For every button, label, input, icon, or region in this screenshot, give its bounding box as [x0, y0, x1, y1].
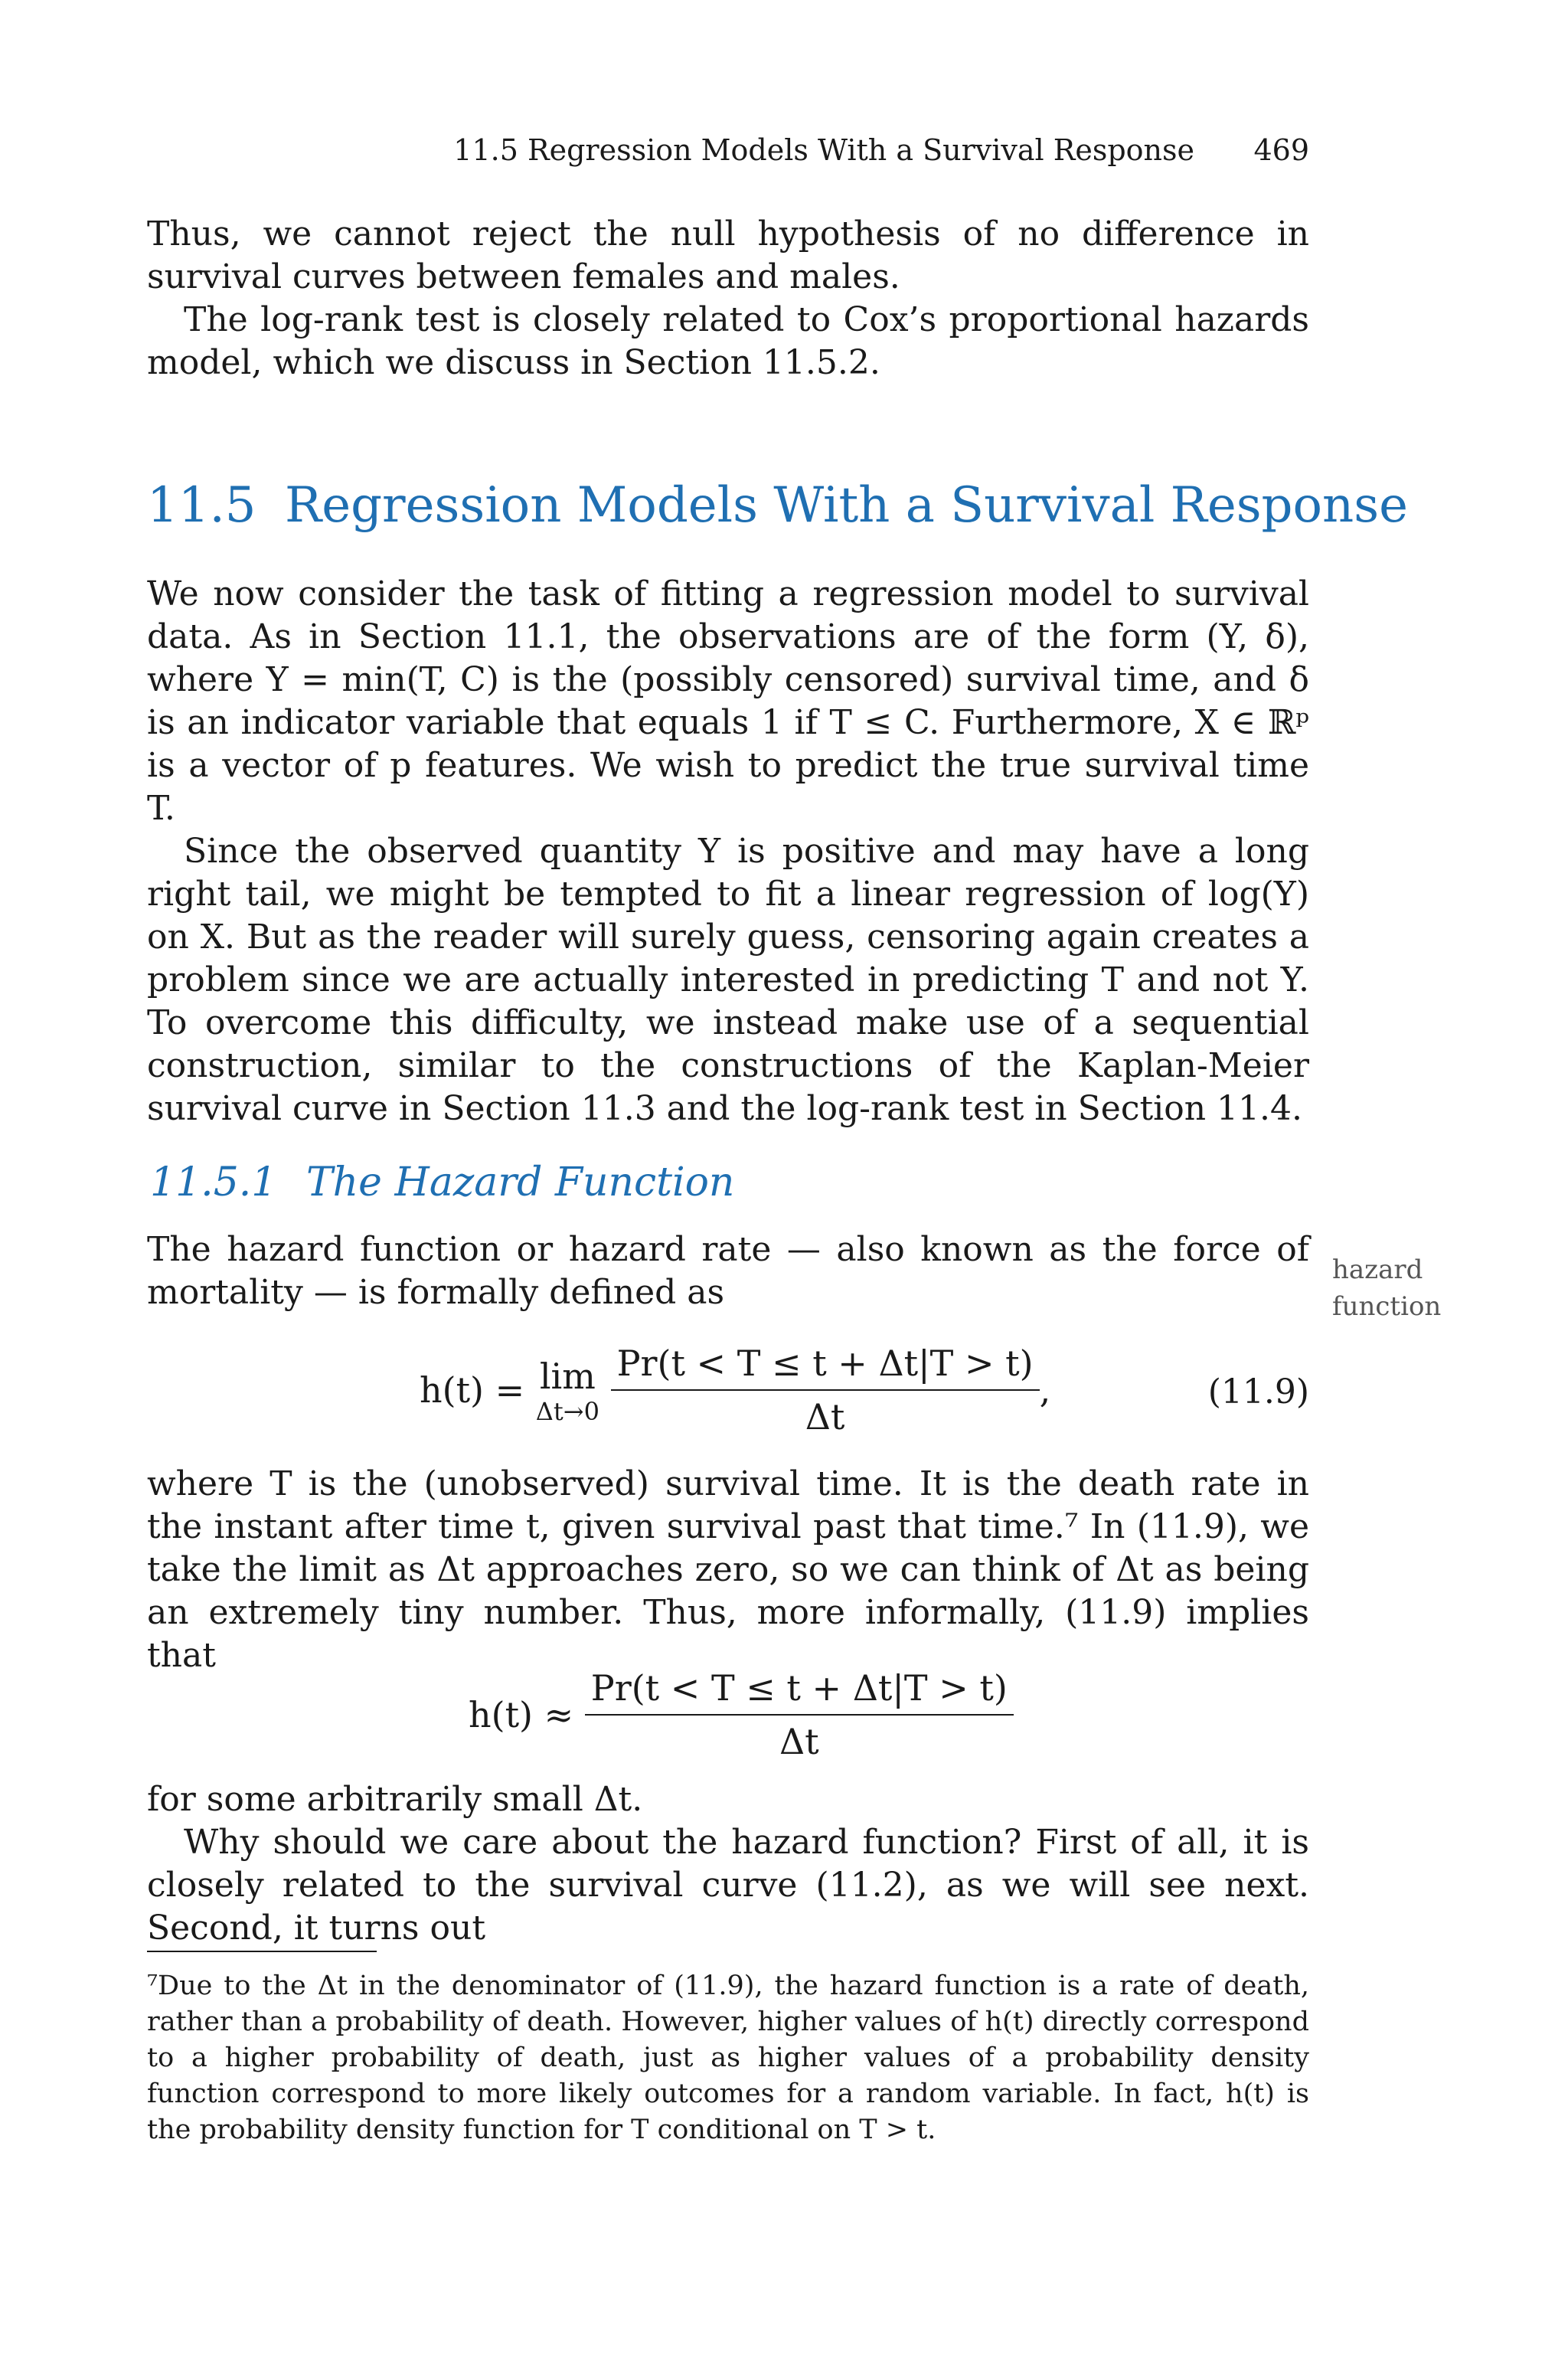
intro-paragraph-2: The log-rank test is closely related to Cox’s proportional hazards model, which we discuss in Section 11.5.2. [147, 300, 1309, 382]
equation-2-lhs: h(t) ≈ [469, 1694, 574, 1735]
subsection-heading [150, 1158, 734, 1207]
equation-1-numerator: Pr(t < T ≤ t + Δt|T > t) [611, 1342, 1040, 1391]
subsection-paragraph-2-block [147, 1463, 1309, 1677]
subsection-number: 11.5.1 [150, 1160, 277, 1205]
margin-note [1332, 1251, 1501, 1325]
subsection-paragraph-3-block [147, 1778, 1309, 1950]
equation-approx [469, 1667, 1014, 1763]
equation-2-denominator: Δt [779, 1721, 819, 1762]
intro-text [147, 213, 1309, 384]
intro-paragraph-1: Thus, we cannot reject the null hypothesis of no difference in survival curves between females and males. [147, 214, 1309, 296]
section-body [147, 573, 1309, 1130]
equation-1-lhs: h(t) = [420, 1369, 525, 1411]
limit-word: lim [539, 1356, 596, 1397]
equation-2-numerator: Pr(t < T ≤ t + Δt|T > t) [585, 1667, 1014, 1716]
section-title: Regression Models With a Survival Response [285, 477, 1408, 534]
margin-note-line-1: hazard [1332, 1254, 1423, 1285]
running-head-title: 11.5 Regression Models With a Survival Response [453, 133, 1194, 167]
margin-note-line-2: function [1332, 1291, 1442, 1322]
footnote-rule [147, 1951, 377, 1952]
running-head [453, 129, 1309, 172]
equation-label: (11.9) [1207, 1372, 1309, 1411]
footnote [147, 1968, 1309, 2148]
equation-11-9 [420, 1342, 1050, 1438]
equation-2-fraction [585, 1667, 1014, 1763]
section-paragraph-1: We now consider the task of fitting a regression model to survival data. As in Section 11.1, the observations are of the form (Y, δ), where Y = min(T, C) is the (possibly censored) survival time, and δ is an indicator variable that equals 1 if T ≤ C. Furthermore, X ∈ ℝᵖ is a vector of p features. We wish to predict the true survival time T. [147, 574, 1309, 828]
section-number: 11.5 [147, 477, 256, 534]
limit-subscript: Δt→0 [535, 1397, 599, 1426]
equation-1-fraction [611, 1342, 1040, 1438]
equation-1-comma: , [1039, 1369, 1051, 1411]
equation-1-limit [536, 1355, 599, 1425]
equation-1-denominator: Δt [805, 1396, 845, 1438]
section-heading [147, 476, 1408, 535]
subsection-paragraph-2: where T is the (unobserved) survival time. It is the death rate in the instant after time t, given survival past that time.⁷ In (11.9), we take the limit as Δt approaches zero, so we can think of Δt as being an extremely tiny number. Thus, more informally, (11.9) implies that [147, 1464, 1309, 1675]
page-number: 469 [1253, 133, 1309, 167]
footnote-text: ⁷Due to the Δt in the denominator of (11.9), the hazard function is a rate of death, rather than a probability of death. However, higher values of h(t) directly correspond to a higher probability of death, just as higher values of a probability density function correspond to more likely outcomes for a random variable. In fact, h(t) is the probability density function for T conditional on T > t. [147, 1971, 1309, 2145]
subsection-paragraph-3: for some arbitrarily small Δt. [147, 1780, 643, 1819]
subsection-title: The Hazard Function [306, 1160, 735, 1205]
subsection-paragraph-1-block [147, 1228, 1309, 1314]
section-paragraph-2: Since the observed quantity Y is positive and may have a long right tail, we might be tempted to fit a linear regression of log(Y) on X. But as the reader will surely guess, censoring again creates a problem since we are actually interested in predicting T and not Y. To overcome this difficulty, we instead make use of a sequential construction, similar to the constructions of the Kaplan-Meier survival curve in Section 11.3 and the log-rank test in Section 11.4. [147, 832, 1309, 1128]
subsection-paragraph-4: Why should we care about the hazard function? First of all, it is closely related to the survival curve (11.2), as we will see next. Second, it turns out [147, 1823, 1309, 1948]
subsection-paragraph-1: The hazard function or hazard rate — also known as the force of mortality — is formally defined as [147, 1230, 1309, 1312]
